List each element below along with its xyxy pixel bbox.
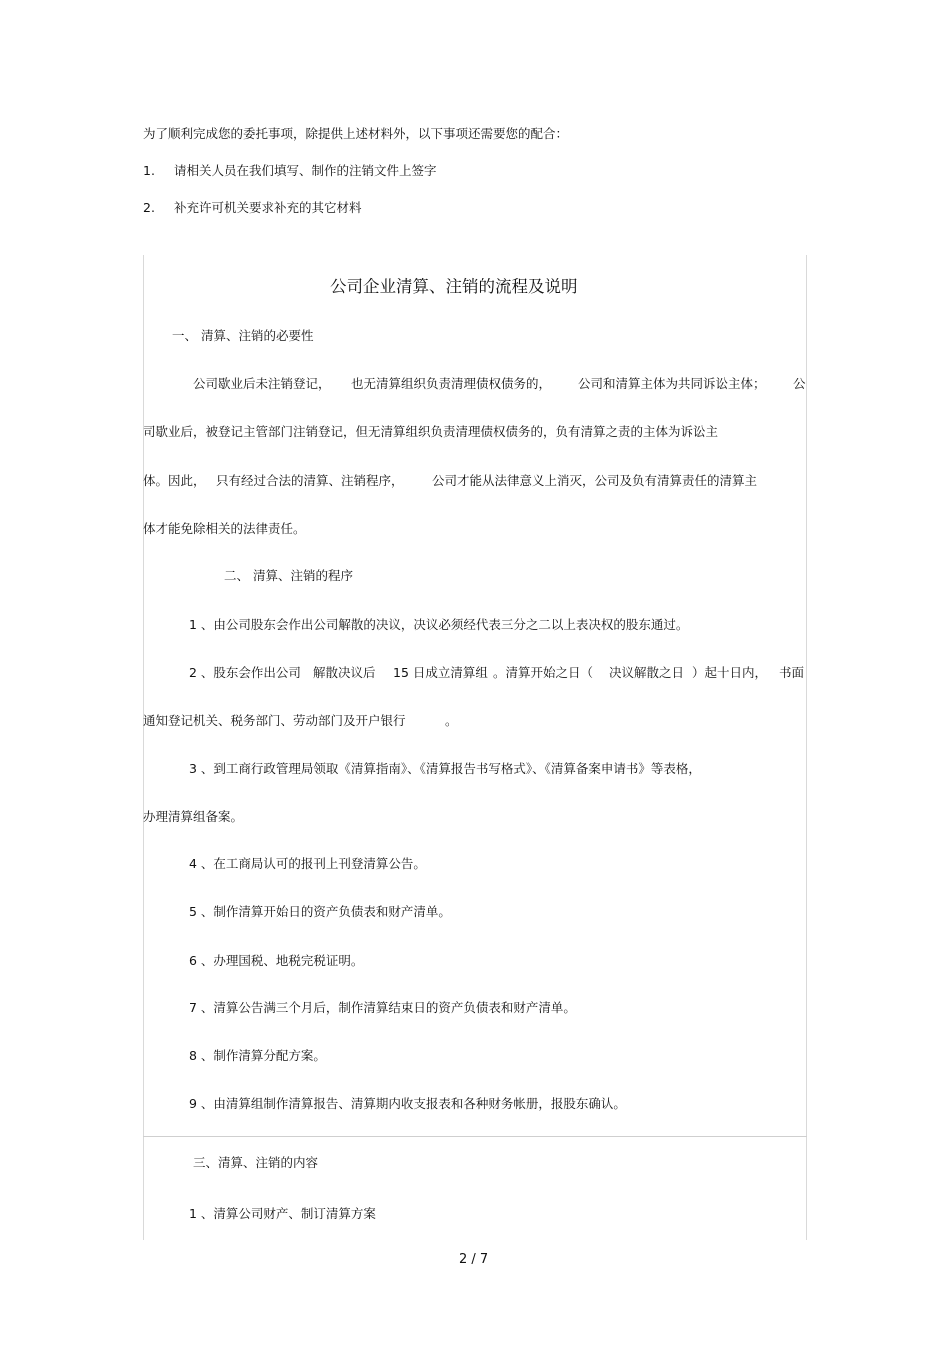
step-2-part6: ）起十日内， — [692, 665, 768, 680]
s1-line1-part2: 也无清算组织负责清理债权债务的， — [351, 376, 552, 391]
step-9: 9 、由清算组制作清算报告、清算期内收支报表和各种财务帐册，报股东确认。 — [189, 1096, 626, 1111]
frame-left-rule — [143, 255, 144, 1240]
intro-item-2-num: 2. — [143, 200, 155, 215]
section-divider — [143, 1136, 807, 1137]
s1-line2: 司歇业后，被登记主管部门注销登记，但无清算组织负责清理债权债务的，负有清算之责的主体为诉讼主 — [143, 424, 719, 439]
step-2-part4: 。清算开始之日（ — [493, 665, 594, 680]
section-3-item-1: 1 、清算公司财产、制订清算方案 — [189, 1206, 376, 1221]
step-2-line2: 通知登记机关、税务部门、劳动部门及开户银行 — [143, 713, 406, 728]
step-2-part1: 2 、股东会作出公司 — [189, 665, 301, 680]
s1-line1-part3: 公司和清算主体为共同诉讼主体； — [578, 376, 766, 391]
section-3-heading: 三、清算、注销的内容 — [193, 1155, 319, 1170]
intro-item-1-num: 1. — [143, 163, 155, 178]
step-8: 8 、制作清算分配方案。 — [189, 1048, 326, 1063]
step-5: 5 、制作清算开始日的资产负债表和财产清单。 — [189, 904, 451, 919]
step-2-part7: 书面 — [779, 665, 805, 680]
section-2-heading: 二、 清算、注销的程序 — [224, 568, 353, 583]
step-2-part2: 解散决议后 — [313, 665, 376, 680]
step-2-part5: 决议解散之日 — [609, 665, 685, 680]
step-6: 6 、办理国税、地税完税证明。 — [189, 953, 364, 968]
s1-line3-part1: 体。因此， — [143, 473, 206, 488]
step-3: 3 、到工商行政管理局领取《清算指南》、《清算报告书写格式》、《清算备案申请书》等表格， — [189, 761, 701, 776]
frame-right-rule — [806, 255, 807, 1240]
intro-item-1-text: 请相关人员在我们填写、制作的注销文件上签字 — [174, 163, 437, 178]
s1-line3-part3: 公司才能从法律意义上消灭，公司及负有清算责任的清算主 — [432, 473, 758, 488]
step-1: 1 、由公司股东会作出公司解散的决议，决议必须经代表三分之二以上表决权的股东通过。 — [189, 617, 689, 632]
step-4: 4 、在工商局认可的报刊上刊登清算公告。 — [189, 856, 426, 871]
page-number: 2 / 7 — [459, 1252, 489, 1267]
step-2-line2-end: 。 — [445, 713, 458, 728]
step-2-part3: 15 日成立清算组 — [393, 665, 488, 680]
s1-line4: 体才能免除相关的法律责任。 — [143, 521, 306, 536]
s1-line1-part1: 公司歇业后未注销登记， — [193, 376, 331, 391]
document-title: 公司企业清算、注销的流程及说明 — [330, 277, 578, 296]
step-7: 7 、清算公告满三个月后，制作清算结束日的资产负债表和财产清单。 — [189, 1000, 576, 1015]
intro-item-2-text: 补充许可机关要求补充的其它材料 — [174, 200, 362, 215]
s1-line1-part4: 公 — [793, 376, 806, 391]
s1-line3-part2: 只有经过合法的清算、注销程序， — [216, 473, 404, 488]
section-1-heading: 一、 清算、注销的必要性 — [172, 328, 314, 343]
intro-lead: 为了顺利完成您的委托事项，除提供上述材料外，以下事项还需要您的配合： — [143, 126, 569, 141]
step-3-line2: 办理清算组备案。 — [143, 809, 244, 824]
